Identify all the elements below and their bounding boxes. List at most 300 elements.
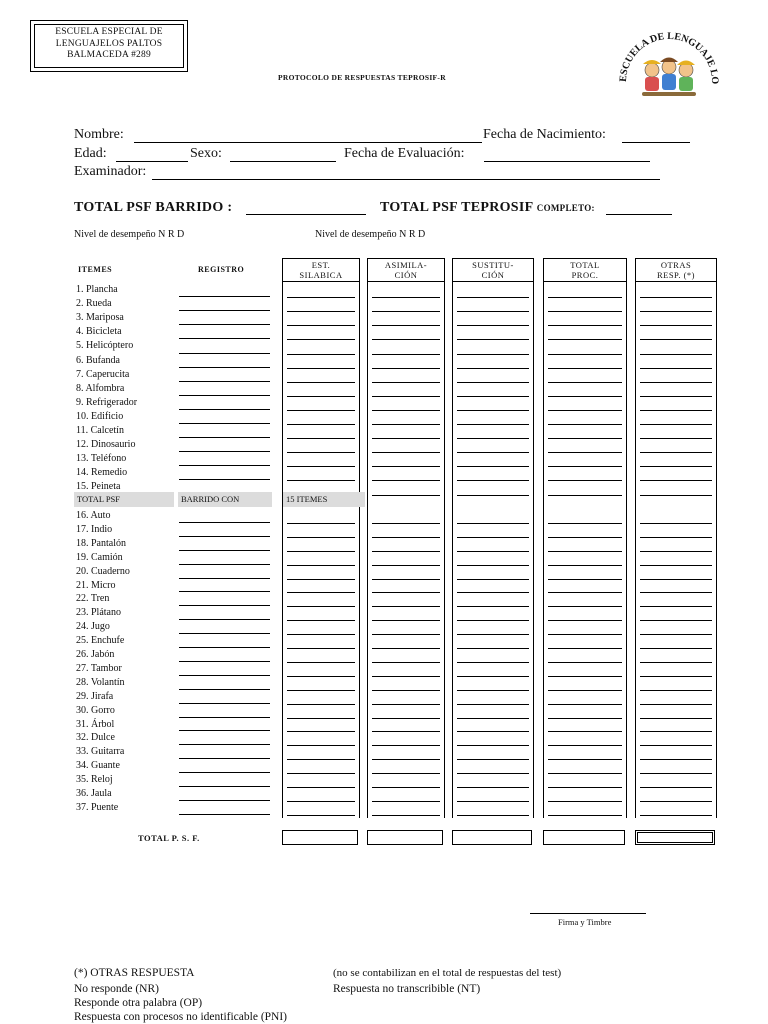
- cell-line[interactable]: [287, 325, 355, 326]
- cell-line[interactable]: [457, 690, 529, 691]
- list-item: 33. Guitarra: [76, 746, 125, 758]
- registro-line[interactable]: [179, 353, 270, 354]
- fecha-evaluacion-label: Fecha de Evaluación:: [344, 146, 465, 161]
- cell-line[interactable]: [640, 466, 712, 467]
- cell-line[interactable]: [457, 801, 529, 802]
- cell-line[interactable]: [287, 787, 355, 788]
- cell-line[interactable]: [372, 579, 440, 580]
- list-item: 23. Plátano: [76, 607, 121, 619]
- cell-line[interactable]: [457, 745, 529, 746]
- registro-line[interactable]: [179, 591, 270, 592]
- cell-line[interactable]: [372, 495, 440, 496]
- nivel-desempeno-right: Nivel de desempeño N R D: [315, 229, 426, 240]
- cell-line[interactable]: [457, 382, 529, 383]
- total-psf-teprosif-field[interactable]: [606, 214, 672, 215]
- cell-line[interactable]: [640, 480, 712, 481]
- column-sustitucion: [452, 258, 534, 818]
- list-item: 20. Cuaderno: [76, 565, 130, 577]
- registro-line[interactable]: [179, 605, 270, 606]
- otras-note: (no se contabilizan en el total de respuestas del test): [333, 967, 562, 979]
- cell-line[interactable]: [640, 354, 712, 355]
- cell-line[interactable]: [372, 424, 440, 425]
- cell-line[interactable]: [457, 537, 529, 538]
- children-icon: [642, 58, 696, 97]
- cell-line[interactable]: [287, 480, 355, 481]
- cell-line[interactable]: [548, 565, 622, 566]
- cell-line[interactable]: [372, 325, 440, 326]
- cell-line[interactable]: [287, 662, 355, 663]
- cell-line[interactable]: [457, 634, 529, 635]
- list-item: 6. Bufanda: [76, 354, 120, 366]
- cell-line[interactable]: [548, 537, 622, 538]
- cell-line[interactable]: [640, 592, 712, 593]
- cell-line[interactable]: [372, 662, 440, 663]
- cell-line[interactable]: [457, 662, 529, 663]
- cell-line[interactable]: [640, 634, 712, 635]
- total-sustitucion-box[interactable]: [452, 830, 532, 845]
- pni-note: Respuesta con procesos no identificable (PNI): [74, 1011, 288, 1023]
- cell-line[interactable]: [640, 690, 712, 691]
- cell-line[interactable]: [548, 620, 622, 621]
- cell-line[interactable]: [457, 424, 529, 425]
- signature-label: Firma y Timbre: [558, 917, 612, 927]
- cell-line[interactable]: [287, 368, 355, 369]
- cell-line[interactable]: [640, 606, 712, 607]
- school-name-line3: BALMACEDA #289: [67, 50, 151, 60]
- cell-line[interactable]: [457, 368, 529, 369]
- cell-line[interactable]: [548, 662, 622, 663]
- registro-line[interactable]: [179, 395, 270, 396]
- cell-line[interactable]: [457, 551, 529, 552]
- cell-line[interactable]: [548, 311, 622, 312]
- svg-text:ESCUELA DE LENGUAJE LOS PALTOS: [612, 12, 720, 85]
- cell-line[interactable]: [372, 676, 440, 677]
- registro-line[interactable]: [179, 703, 270, 704]
- cell-line[interactable]: [548, 759, 622, 760]
- cell-line[interactable]: [640, 396, 712, 397]
- registro-line[interactable]: [179, 786, 270, 787]
- cell-line[interactable]: [372, 382, 440, 383]
- registro-line[interactable]: [179, 772, 270, 773]
- cell-line[interactable]: [640, 368, 712, 369]
- list-item: 36. Jaula: [76, 788, 112, 799]
- cell-line[interactable]: [457, 731, 529, 732]
- cell-line[interactable]: [457, 773, 529, 774]
- cell-line[interactable]: [372, 718, 440, 719]
- cell-line[interactable]: [548, 787, 622, 788]
- registro-line[interactable]: [179, 338, 270, 339]
- registro-line[interactable]: [179, 367, 270, 368]
- list-item: 10. Edificio: [76, 410, 124, 422]
- cell-line[interactable]: [548, 495, 622, 496]
- cell-line[interactable]: [287, 466, 355, 467]
- cell-line[interactable]: [548, 801, 622, 802]
- cell-line[interactable]: [548, 648, 622, 649]
- cell-line[interactable]: [640, 718, 712, 719]
- cell-line[interactable]: [457, 354, 529, 355]
- column-header-line2: RESP. (*): [656, 270, 696, 280]
- cell-line[interactable]: [287, 745, 355, 746]
- cell-line[interactable]: [287, 438, 355, 439]
- cell-line[interactable]: [372, 634, 440, 635]
- logo-ring-text: ESCUELA DE LENGUAJE LO: [617, 30, 721, 85]
- cell-line[interactable]: [372, 537, 440, 538]
- registro-line[interactable]: [179, 564, 270, 565]
- cell-line[interactable]: [457, 676, 529, 677]
- cell-line[interactable]: [548, 438, 622, 439]
- cell-line[interactable]: [457, 410, 529, 411]
- registro-line[interactable]: [179, 536, 270, 537]
- completo-text: COMPLETO:: [536, 203, 595, 213]
- cell-line[interactable]: [640, 495, 712, 496]
- cell-line[interactable]: [548, 297, 622, 298]
- cell-line[interactable]: [457, 523, 529, 524]
- cell-line[interactable]: [548, 452, 622, 453]
- cell-line[interactable]: [548, 480, 622, 481]
- registro-line[interactable]: [179, 479, 270, 480]
- registro-line[interactable]: [179, 744, 270, 745]
- cell-line[interactable]: [457, 565, 529, 566]
- registro-line[interactable]: [179, 296, 270, 297]
- cell-line[interactable]: [457, 297, 529, 298]
- cell-line[interactable]: [548, 551, 622, 552]
- nombre-field[interactable]: [134, 142, 482, 143]
- cell-line[interactable]: [640, 339, 712, 340]
- column-header-line1: EST.: [311, 260, 331, 270]
- cell-line[interactable]: [640, 452, 712, 453]
- cell-line[interactable]: [457, 339, 529, 340]
- cell-line[interactable]: [548, 354, 622, 355]
- cell-line[interactable]: [372, 787, 440, 788]
- cell-line[interactable]: [548, 368, 622, 369]
- cell-line[interactable]: [457, 396, 529, 397]
- column-header-line2: PROC.: [571, 270, 599, 280]
- registro-line[interactable]: [179, 381, 270, 382]
- cell-line[interactable]: [548, 773, 622, 774]
- list-item: 35. Reloj: [76, 774, 113, 786]
- cell-line[interactable]: [548, 731, 622, 732]
- cell-line[interactable]: [287, 801, 355, 802]
- cell-line[interactable]: [372, 815, 440, 816]
- cell-line[interactable]: [548, 815, 622, 816]
- registro-line[interactable]: [179, 730, 270, 731]
- cell-line[interactable]: [548, 339, 622, 340]
- column-asimilacion: [367, 258, 445, 818]
- registro-line[interactable]: [179, 578, 270, 579]
- registro-line[interactable]: [179, 717, 270, 718]
- list-item: 34. Guante: [76, 760, 120, 772]
- list-item: 9. Refrigerador: [76, 396, 138, 408]
- list-item: 22. Tren: [76, 593, 110, 605]
- total-psf-label: TOTAL P. S. F.: [138, 833, 200, 843]
- cell-line[interactable]: [287, 731, 355, 732]
- cell-line[interactable]: [372, 410, 440, 411]
- fecha-nacimiento-label: Fecha de Nacimiento:: [483, 127, 606, 142]
- cell-line[interactable]: [548, 410, 622, 411]
- cell-line[interactable]: [548, 579, 622, 580]
- registro-line[interactable]: [179, 451, 270, 452]
- cell-line[interactable]: [372, 592, 440, 593]
- cell-line[interactable]: [457, 311, 529, 312]
- cell-line[interactable]: [457, 718, 529, 719]
- list-item: 32. Dulce: [76, 732, 115, 744]
- cell-line[interactable]: [287, 565, 355, 566]
- cell-line[interactable]: [548, 382, 622, 383]
- registro-line[interactable]: [179, 465, 270, 466]
- cell-line[interactable]: [457, 579, 529, 580]
- registro-line[interactable]: [179, 758, 270, 759]
- cell-line[interactable]: [457, 648, 529, 649]
- registro-line[interactable]: [179, 619, 270, 620]
- list-item: 13. Teléfono: [76, 453, 127, 465]
- cell-line[interactable]: [457, 704, 529, 705]
- cell-line[interactable]: [457, 325, 529, 326]
- list-item: 18. Pantalón: [76, 537, 126, 549]
- column-total-proc: [543, 258, 627, 818]
- cell-line[interactable]: [640, 759, 712, 760]
- examinador-label: Examinador:: [74, 164, 147, 179]
- cell-line[interactable]: [457, 606, 529, 607]
- school-logo: [612, 12, 722, 112]
- registro-line[interactable]: [179, 814, 270, 815]
- column-header-otras-resp: [636, 258, 716, 282]
- list-item: 4. Bicicleta: [76, 326, 122, 338]
- cell-line[interactable]: [287, 606, 355, 607]
- list-item: 25. Enchufe: [76, 635, 125, 647]
- cell-line[interactable]: [548, 424, 622, 425]
- column-header-line1: ASIMILA-: [384, 260, 428, 270]
- column-header-line1: SUSTITU-: [472, 260, 514, 270]
- registro-line[interactable]: [179, 550, 270, 551]
- cell-line[interactable]: [640, 773, 712, 774]
- total-asimilacion-box[interactable]: [367, 830, 443, 845]
- cell-line[interactable]: [287, 354, 355, 355]
- cell-line[interactable]: [372, 438, 440, 439]
- cell-line[interactable]: [548, 745, 622, 746]
- registro-line[interactable]: [179, 647, 270, 648]
- cell-line[interactable]: [287, 396, 355, 397]
- cell-line[interactable]: [457, 495, 529, 496]
- list-item: 5. Helicóptero: [76, 340, 134, 352]
- cell-line[interactable]: [640, 523, 712, 524]
- cell-line[interactable]: [640, 537, 712, 538]
- cell-line[interactable]: [287, 339, 355, 340]
- registro-line[interactable]: [179, 800, 270, 801]
- cell-line[interactable]: [548, 634, 622, 635]
- cell-line[interactable]: [640, 648, 712, 649]
- cell-line[interactable]: [287, 311, 355, 312]
- total-proc-box[interactable]: [543, 830, 625, 845]
- registro-line[interactable]: [179, 437, 270, 438]
- cell-line[interactable]: [457, 759, 529, 760]
- cell-line[interactable]: [372, 354, 440, 355]
- cell-line[interactable]: [372, 311, 440, 312]
- cell-line[interactable]: [640, 565, 712, 566]
- cell-line[interactable]: [548, 704, 622, 705]
- cell-line[interactable]: [457, 480, 529, 481]
- total-psf-teprosif-label: [380, 200, 595, 216]
- cell-line[interactable]: [372, 648, 440, 649]
- cell-line[interactable]: [457, 452, 529, 453]
- cell-line[interactable]: [287, 648, 355, 649]
- cell-line[interactable]: [640, 815, 712, 816]
- cell-line[interactable]: [372, 565, 440, 566]
- cell-line[interactable]: [287, 773, 355, 774]
- cell-line[interactable]: [287, 592, 355, 593]
- column-header-sustitucion: [453, 258, 533, 282]
- registro-line[interactable]: [179, 324, 270, 325]
- cell-line[interactable]: [287, 551, 355, 552]
- cell-line[interactable]: [372, 745, 440, 746]
- cell-line[interactable]: [548, 396, 622, 397]
- cell-line[interactable]: [372, 368, 440, 369]
- registro-line[interactable]: [179, 661, 270, 662]
- cell-line[interactable]: [372, 773, 440, 774]
- items-header: ITEMES: [78, 265, 113, 274]
- cell-line[interactable]: [640, 801, 712, 802]
- cell-line[interactable]: [287, 815, 355, 816]
- cell-line[interactable]: [372, 731, 440, 732]
- cell-line[interactable]: [640, 311, 712, 312]
- list-item: 28. Volantín: [76, 676, 125, 688]
- cell-line[interactable]: [372, 606, 440, 607]
- items15-band: 15 ITEMES: [283, 492, 365, 507]
- cell-line[interactable]: [372, 396, 440, 397]
- cell-line[interactable]: [287, 382, 355, 383]
- cell-line[interactable]: [640, 424, 712, 425]
- registro-line[interactable]: [179, 409, 270, 410]
- cell-line[interactable]: [457, 787, 529, 788]
- cell-line[interactable]: [548, 606, 622, 607]
- cell-line[interactable]: [287, 297, 355, 298]
- cell-line[interactable]: [640, 704, 712, 705]
- sexo-label: Sexo:: [190, 146, 222, 161]
- cell-line[interactable]: [372, 466, 440, 467]
- cell-line[interactable]: [640, 662, 712, 663]
- registro-line[interactable]: [179, 633, 270, 634]
- cell-line[interactable]: [287, 759, 355, 760]
- cell-line[interactable]: [372, 620, 440, 621]
- examinador-field[interactable]: [152, 179, 660, 180]
- total-otras-box[interactable]: [635, 830, 715, 845]
- list-item: 14. Remedio: [76, 467, 128, 479]
- list-item: 15. Peineta: [76, 481, 121, 493]
- list-item: 8. Alfombra: [76, 382, 125, 394]
- cell-line[interactable]: [372, 759, 440, 760]
- cell-line[interactable]: [548, 325, 622, 326]
- cell-line[interactable]: [640, 676, 712, 677]
- cell-line[interactable]: [287, 718, 355, 719]
- cell-line[interactable]: [372, 452, 440, 453]
- cell-line[interactable]: [548, 676, 622, 677]
- cell-line[interactable]: [372, 801, 440, 802]
- fecha-evaluacion-field[interactable]: [484, 161, 650, 162]
- total-psf-band: TOTAL PSF: [74, 492, 174, 507]
- list-item: 37. Puente: [76, 801, 119, 813]
- list-item: 7. Caperucita: [76, 368, 130, 380]
- cell-line[interactable]: [457, 620, 529, 621]
- list-item: 16. Auto: [76, 510, 111, 521]
- cell-line[interactable]: [287, 410, 355, 411]
- cell-line[interactable]: [372, 339, 440, 340]
- sexo-field[interactable]: [230, 161, 336, 162]
- op-note: Responde otra palabra (OP): [74, 997, 203, 1009]
- total-psf-barrido-label: TOTAL PSF BARRIDO :: [74, 200, 233, 215]
- cell-line[interactable]: [287, 523, 355, 524]
- cell-line[interactable]: [372, 551, 440, 552]
- list-item: 30. Gorro: [76, 704, 115, 716]
- cell-line[interactable]: [287, 690, 355, 691]
- list-item: 2. Rueda: [76, 298, 112, 310]
- cell-line[interactable]: [287, 537, 355, 538]
- otras-respuesta-heading: (*) OTRAS RESPUESTA: [74, 967, 195, 979]
- column-header-line1: OTRAS: [660, 260, 692, 270]
- cell-line[interactable]: [372, 297, 440, 298]
- page-title: PROTOCOLO DE RESPUESTAS TEPROSIF-R: [278, 73, 446, 82]
- registro-line[interactable]: [179, 675, 270, 676]
- cell-line[interactable]: [548, 466, 622, 467]
- cell-line[interactable]: [372, 480, 440, 481]
- cell-line[interactable]: [287, 620, 355, 621]
- cell-line[interactable]: [640, 325, 712, 326]
- cell-line[interactable]: [287, 452, 355, 453]
- cell-line[interactable]: [548, 592, 622, 593]
- cell-line[interactable]: [640, 410, 712, 411]
- registro-line[interactable]: [179, 522, 270, 523]
- cell-line[interactable]: [548, 523, 622, 524]
- cell-line[interactable]: [372, 704, 440, 705]
- cell-line[interactable]: [287, 424, 355, 425]
- cell-line[interactable]: [640, 731, 712, 732]
- cell-line[interactable]: [548, 718, 622, 719]
- list-item: 29. Jirafa: [76, 690, 114, 702]
- cell-line[interactable]: [287, 704, 355, 705]
- registro-line[interactable]: [179, 423, 270, 424]
- nr-note: No responde (NR): [74, 983, 159, 995]
- cell-line[interactable]: [640, 745, 712, 746]
- cell-line[interactable]: [457, 466, 529, 467]
- signature-line[interactable]: [530, 913, 646, 914]
- cell-line[interactable]: [640, 438, 712, 439]
- cell-line[interactable]: [548, 690, 622, 691]
- registro-line[interactable]: [179, 689, 270, 690]
- cell-line[interactable]: [287, 634, 355, 635]
- registro-line[interactable]: [179, 310, 270, 311]
- edad-label: Edad:: [74, 146, 107, 161]
- cell-line[interactable]: [287, 676, 355, 677]
- cell-line[interactable]: [640, 382, 712, 383]
- total-est-silabica-box[interactable]: [282, 830, 358, 845]
- cell-line[interactable]: [457, 592, 529, 593]
- fecha-nacimiento-field[interactable]: [622, 142, 690, 143]
- nt-note: Respuesta no transcribible (NT): [333, 983, 481, 995]
- barrido-con-band: BARRIDO CON: [178, 492, 272, 507]
- cell-line[interactable]: [640, 297, 712, 298]
- edad-field[interactable]: [116, 161, 188, 162]
- total-psf-barrido-field[interactable]: [246, 214, 366, 215]
- cell-line[interactable]: [372, 690, 440, 691]
- list-item: 31. Árbol: [76, 718, 115, 730]
- list-item: 26. Jabón: [76, 649, 115, 660]
- cell-line[interactable]: [640, 620, 712, 621]
- cell-line[interactable]: [640, 551, 712, 552]
- cell-line[interactable]: [640, 787, 712, 788]
- cell-line[interactable]: [457, 438, 529, 439]
- cell-line[interactable]: [640, 579, 712, 580]
- cell-line[interactable]: [372, 523, 440, 524]
- cell-line[interactable]: [457, 815, 529, 816]
- cell-line[interactable]: [287, 579, 355, 580]
